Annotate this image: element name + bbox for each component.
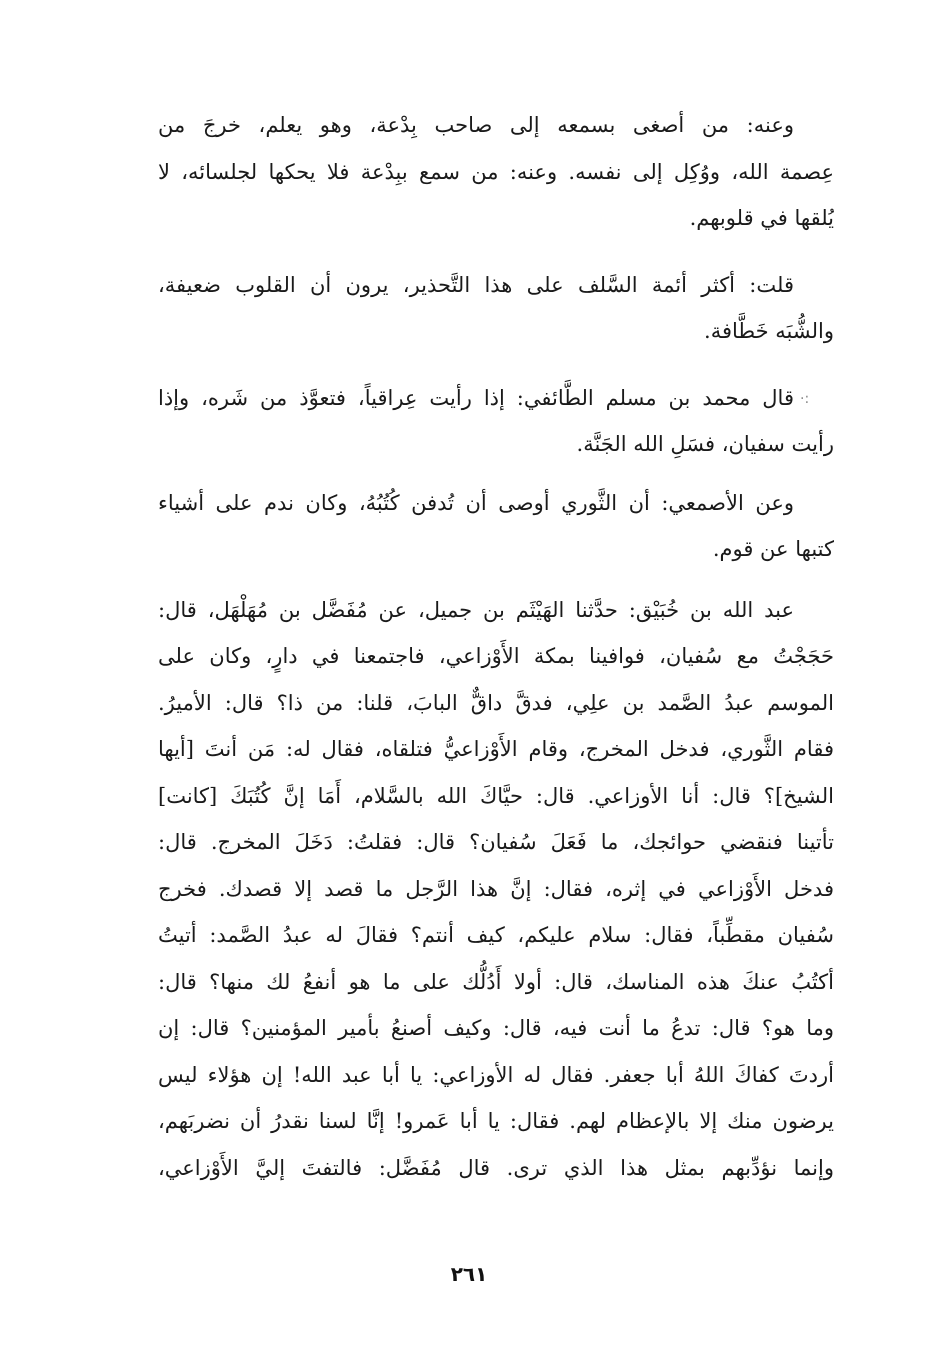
paragraph-2 bbox=[158, 262, 834, 355]
text-line: سُفيان مقطِّباً، فقال: سلام عليكم، كيف أنتم؟ فقالَ له عبدُ الصَّمد: أتيتُ bbox=[158, 923, 834, 947]
paragraph-3 bbox=[158, 375, 834, 468]
text-line: وعن الأصمعي: أن الثَّوري أوصى أن تُدفن كُتُبُهُ، وكان ندم على أشياء bbox=[158, 490, 794, 515]
text-line: قلت: أكثر أئمة السَّلف على هذا التَّحذير، يرون أن القلوب ضعيفة، bbox=[158, 272, 794, 297]
text-line: يرضون منك إلا بالإعظام لهم. فقال: يا أبا عَمرو! إنَّا لسنا نقدرُ أن نضربَهم، bbox=[158, 1109, 834, 1133]
text-line: أكتُبُ عنكَ هذه المناسك، قال: أولا أَدُلُّك على ما هو أنفعُ لك منها؟ قال: bbox=[158, 969, 834, 994]
text-line: والشُّبَه خَطَّافة. bbox=[704, 319, 834, 343]
paragraph-1 bbox=[158, 102, 834, 242]
text-line: فقام الثَّوري، فدخل المخرج، وقام الأَوْزاعيُّ فتلقاه، فقال له: مَن أنتَ [أيها bbox=[158, 737, 834, 761]
text-line: يُلقها في قلوبهم. bbox=[689, 206, 834, 230]
text-line: تأتينا فنقضي حوائجك، ما فَعَلَ سُفيان؟ قال: فقلتُ: دَخَلَ المخرج. قال: bbox=[158, 830, 834, 854]
page-body-text bbox=[158, 100, 834, 1191]
text-line: وإنما نؤدِّبهم بمثل هذا الذي ترى. قال مُفَضَّل: فالتفتَ إليَّ الأَوْزاعي، bbox=[158, 1155, 834, 1180]
text-line: عبد الله بن خُبَيْق: حدَّثنا الهَيْثَم بن جميل، عن مُفَضَّل بن مُهَلْهَل، قال: bbox=[158, 597, 794, 622]
paragraph-4 bbox=[158, 480, 834, 573]
text-line: وعنه: من أصغى بسمعه إلى صاحب بِدْعة، وهو يعلم، خرجَ من bbox=[158, 113, 794, 137]
text-line: الموسم عبدُ الصَّمد بن علِي، فدقَّ داقٌّ البابَ، قلنا: من ذا؟ قال: الأميرُ. bbox=[158, 690, 834, 715]
margin-mark: ·: bbox=[800, 391, 810, 407]
text-line: وما هو؟ قال: تدعُ ما أنت فيه، قال: وكيف أصنعُ بأمير المؤمنين؟ قال: إن bbox=[158, 1016, 834, 1040]
text-line: الشيخ]؟ قال: أنا الأوزاعي. قال: حيَّاكَ الله بالسَّلام، أَمَا إنَّ كُتُبَكَ [كانت] bbox=[158, 783, 834, 808]
text-line: حَجَجْتُ مع سُفيان، فوافينا بمكة الأَوْزاعي، فاجتمعنا في دارٍ، وكان على bbox=[158, 644, 834, 668]
text-line: فدخل الأَوْزاعي في إثره، فقال: إنَّ هذا الرَّجل ما قصد إلا قصدك. فخرج bbox=[158, 876, 834, 901]
text-line: رأيت سفيان، فسَلِ الله الجَنَّة. bbox=[576, 432, 834, 456]
paragraph-5 bbox=[158, 587, 834, 1192]
text-line: كتبها عن قوم. bbox=[712, 537, 834, 561]
page-number: ٢٦١ bbox=[450, 1262, 488, 1286]
text-line: عِصمة الله، ووُكِل إلى نفسه. وعنه: من سمع ببِدْعة فلا يحكها لجلسائه، لا bbox=[158, 159, 834, 184]
text-line: قال محمد بن مسلم الطَّائفي: إذا رأيت عِراقياً، فتعوَّذ من شَره، وإذا bbox=[158, 385, 794, 410]
text-line: أردتَ كفاكَ اللهُ أبا جعفر. فقال له الأوزاعي: يا أبا عبد الله! إن هؤلاء ليس bbox=[158, 1062, 834, 1087]
